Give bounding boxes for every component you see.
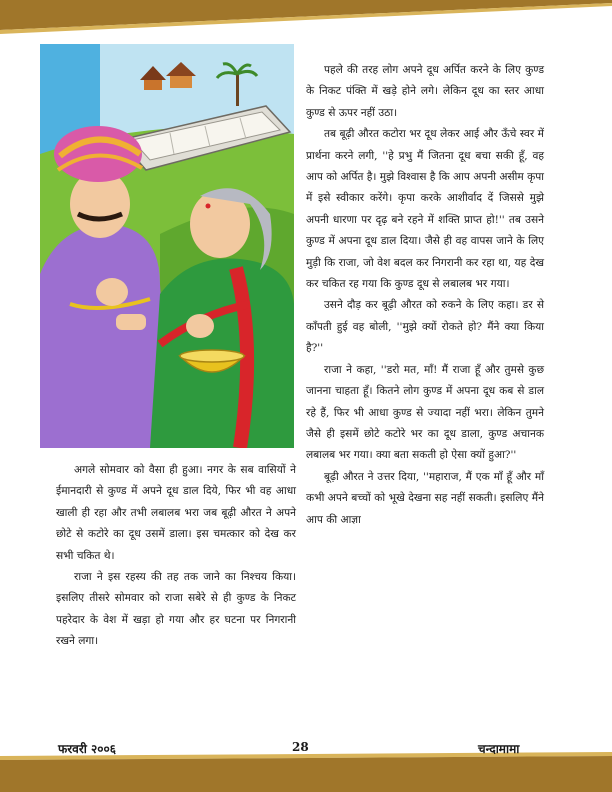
magazine-name: चन्दामामा [478,742,520,756]
page-number: 28 [292,740,309,754]
right-text-column [306,60,544,531]
paragraph: बूढ़ी औरत ने उत्तर दिया, ''महाराज, मैं एक माँ हूँ और माँ कभी अपने बच्चों को भूखे देखना सह नहीं सकती। इसलिए मैंने आप की आज्ञा [306,470,544,526]
paragraph: उसने दौड़ कर बूढ़ी औरत को रुकने के लिए कहा। डर से काँपती हुई वह बोली, ''मुझे क्यों रोकते हो? मैंने क्या किया है?'' [306,299,544,355]
paragraph: पहले की तरह लोग अपने दूध अर्पित करने के लिए कुण्ड के निकट पंक्ति में खड़े होने लगे। लेकिन दूध का स्तर आधा कुण्ड से ऊपर नहीं उठा। [306,64,544,119]
footer-date: फरवरी २००६ [58,742,116,756]
paragraph: राजा ने कहा, ''डरो मत, माँ! मैं राजा हूँ और तुमसे कुछ जानना चाहता हूँ। कितने लोग कुण्ड में अपना दूध कब से डाल रहे हैं, फिर भी आधा कुण्ड से ज्यादा नहीं भरा। लेकिन तुमने जैसे ही इसमें छोटे कटोरे भर का दूध डाला, कुण्ड अचानक लबालब भर गया। क्या बता सकती हो ऐसा क्यों हुआ?'' [306,363,544,462]
paragraph: राजा ने इस रहस्य की तह तक जाने का निश्चय किया। इसलिए तीसरे सोमवार को राजा सबेरे से ही कुण्ड के निकट पहरेदार के वेश में खड़ा हो गया और हर घटना पर निगरानी रखने लगा। [56,571,296,648]
top-decorative-band [0,0,612,40]
story-illustration [40,44,294,448]
paragraph: तब बूढ़ी औरत कटोरा भर दूध लेकर आई और ऊँचे स्वर में प्रार्थना करने लगी, ''हे प्रभु मैं जितना दूध बचा सकी हूँ, वह आप को अर्पित है। मुझे विश्वास है कि आप अपनी असीम कृपा में इसे स्वीकार करेंगे। कृपा करके आशीर्वाद दें जिससे मुझे अपनी धारणा पर दृढ़ बने रहने में शक्ति प्राप्त हो!'' तब उसने कुण्ड में अपना दूध डाल दिया। जैसे ही वह वापस जाने के लिए मुड़ी कि राजा, जो वेश बदल कर निगरानी कर रहा था, यह देख कर चकित रह गया कि कुण्ड दूध से लबालब भर गया। [306,128,544,291]
paragraph: अगले सोमवार को वैसा ही हुआ। नगर के सब वासियों ने ईमानदारी से कुण्ड में अपने दूध डाल दिये, फिर भी वह आधा खाली ही रहा और तभी लबालब भरा जब बूढ़ी औरत ने अपने छोटे से कटोरे का दूध उसमें डाला। इस चमत्कार को देख कर सभी चकित थे। [56,464,296,562]
left-text-column [56,460,296,653]
